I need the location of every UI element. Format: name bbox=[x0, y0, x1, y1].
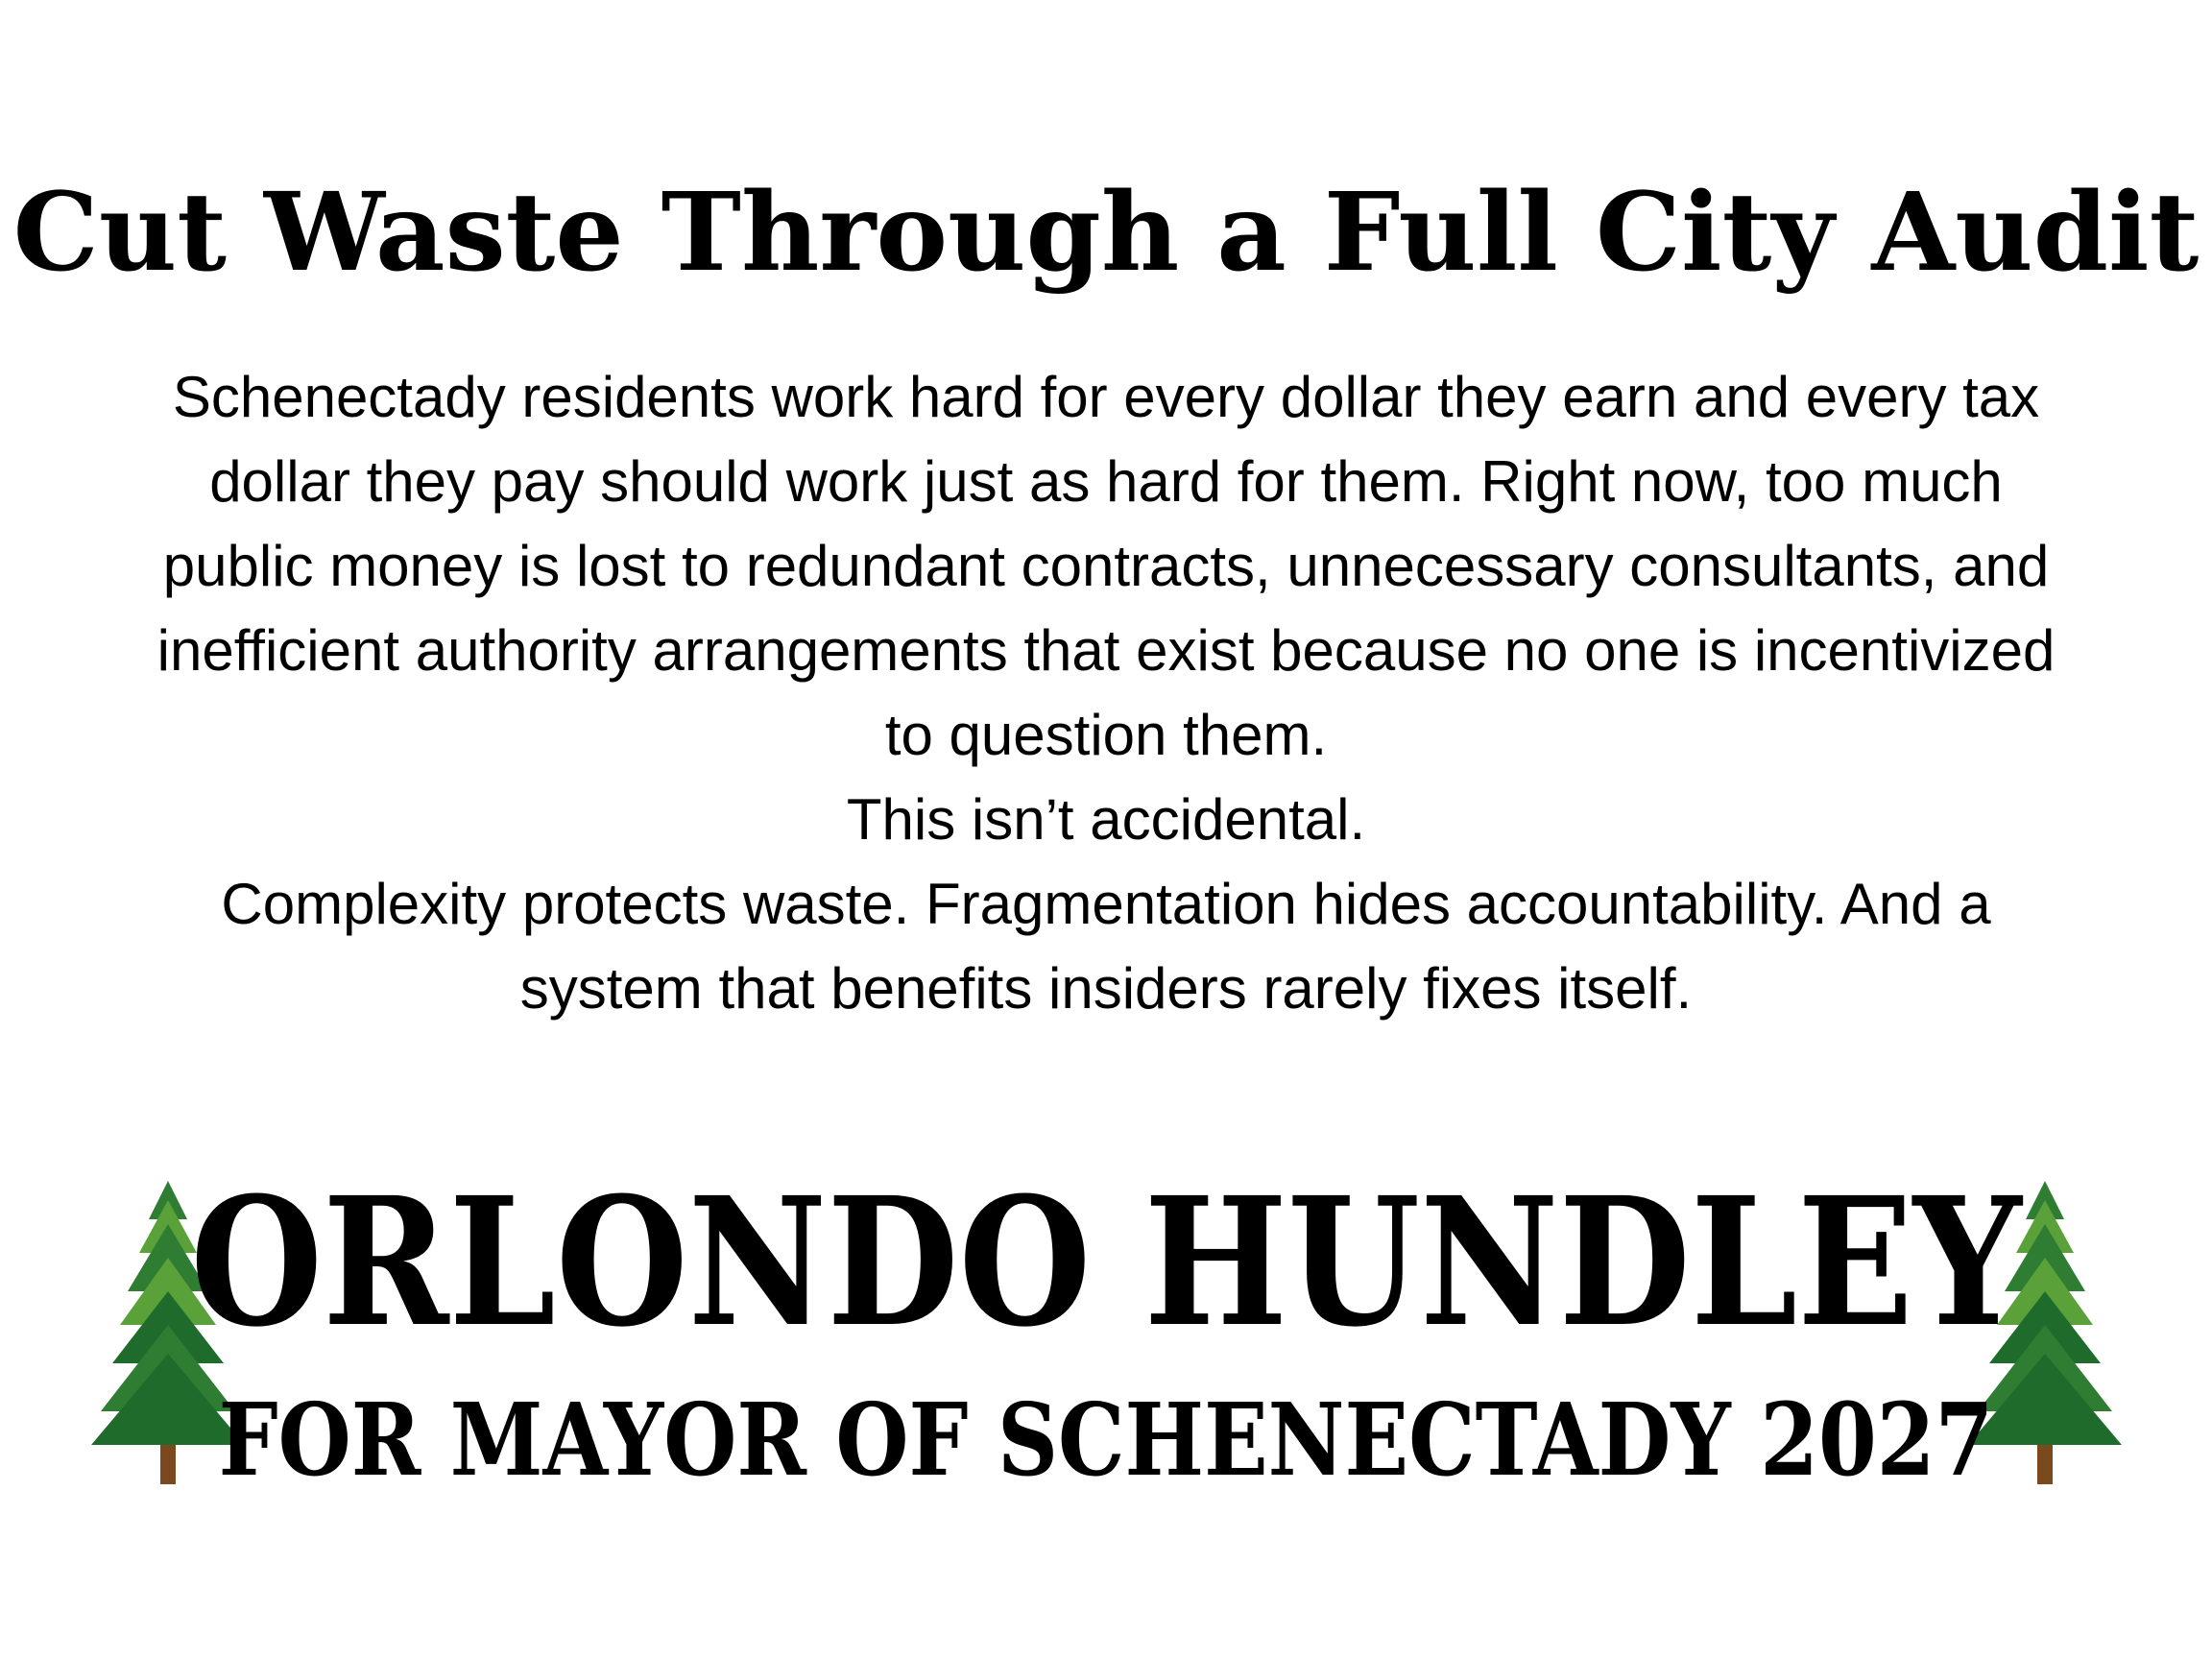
headline: Cut Waste Through a Full City Audit bbox=[12, 170, 2200, 296]
body-text bbox=[144, 355, 2068, 1031]
body-paragraph-2: This isn’t accidental. bbox=[846, 787, 1366, 852]
candidate-name: ORLONDO HUNDLEY bbox=[190, 1159, 2022, 1366]
body-paragraph-3: Complexity protects waste. Fragmentation hides accountability. And a system that benefits insiders rarely fixes itself. bbox=[221, 872, 1991, 1021]
candidate-office: FOR MAYOR OF SCHENECTADY 2027 bbox=[218, 1381, 1994, 1499]
body-paragraph-1: Schenectady residents work hard for every dollar they earn and every tax dollar they pay should work just as hard for them. Right now, too much public money is lost to redundant contracts, unnecessary consultants, and inefficient authority arrangements that exist because no one is incentivized to question them. bbox=[156, 365, 2056, 767]
